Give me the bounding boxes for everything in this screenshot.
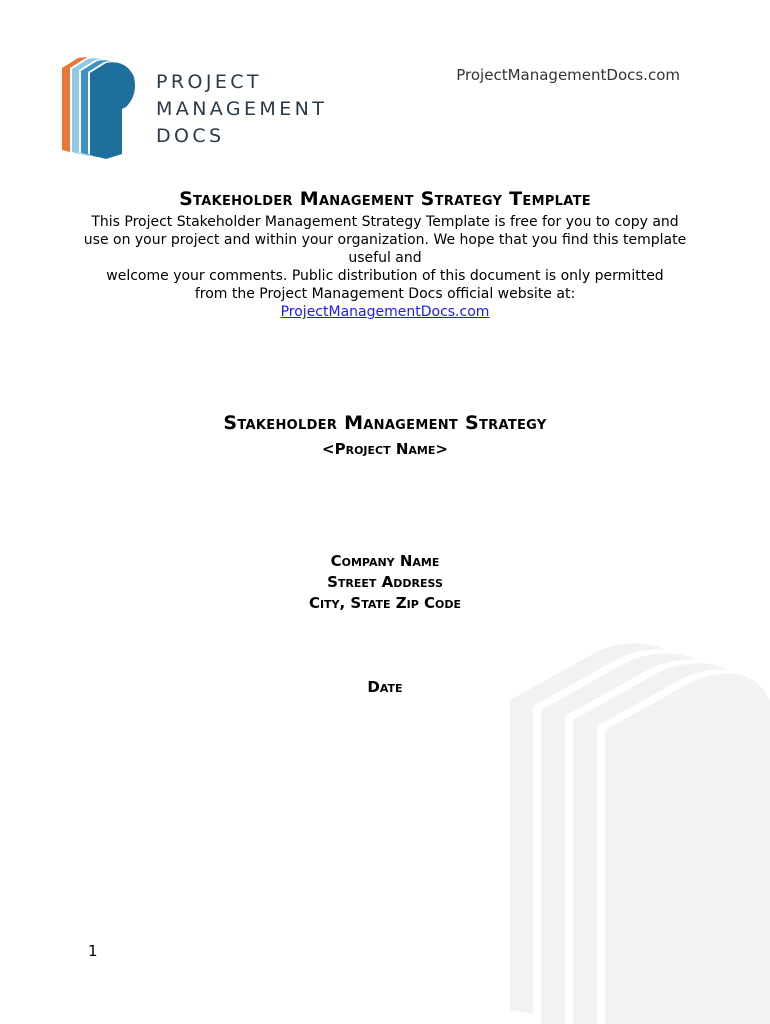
header-site-link: ProjectManagementDocs.com [456, 66, 680, 84]
notice-line-3: from the Project Management Docs official website at: [194, 286, 576, 302]
page-number: 1 [88, 942, 98, 960]
city-state-zip: City, State Zip Code [308, 594, 462, 612]
company-name: Company Name [330, 552, 440, 570]
website-link[interactable]: ProjectManagementDocs.com [280, 304, 490, 320]
logo-watermark-icon [505, 630, 770, 1024]
company-block [0, 551, 770, 614]
document-title: Stakeholder Management Strategy [223, 412, 547, 434]
project-name-placeholder: <Project Name> [322, 440, 448, 458]
template-title: Stakeholder Management Strategy Template [179, 188, 591, 210]
street-address: Street Address [327, 573, 443, 591]
notice-line-1: This Project Stakeholder Management Strategy Template is free for you to copy and use on your project and within your organization. We hope that you find this template useful and [83, 214, 687, 266]
logo-line-management: MANAGEMENT [156, 98, 328, 120]
logo-line-project: PROJECT [156, 71, 262, 93]
logo-line-docs: DOCS [156, 125, 225, 147]
notice-line-2: welcome your comments. Public distribution of this document is only permitted [106, 268, 664, 284]
template-notice [80, 213, 690, 321]
document-date: Date [367, 678, 403, 696]
